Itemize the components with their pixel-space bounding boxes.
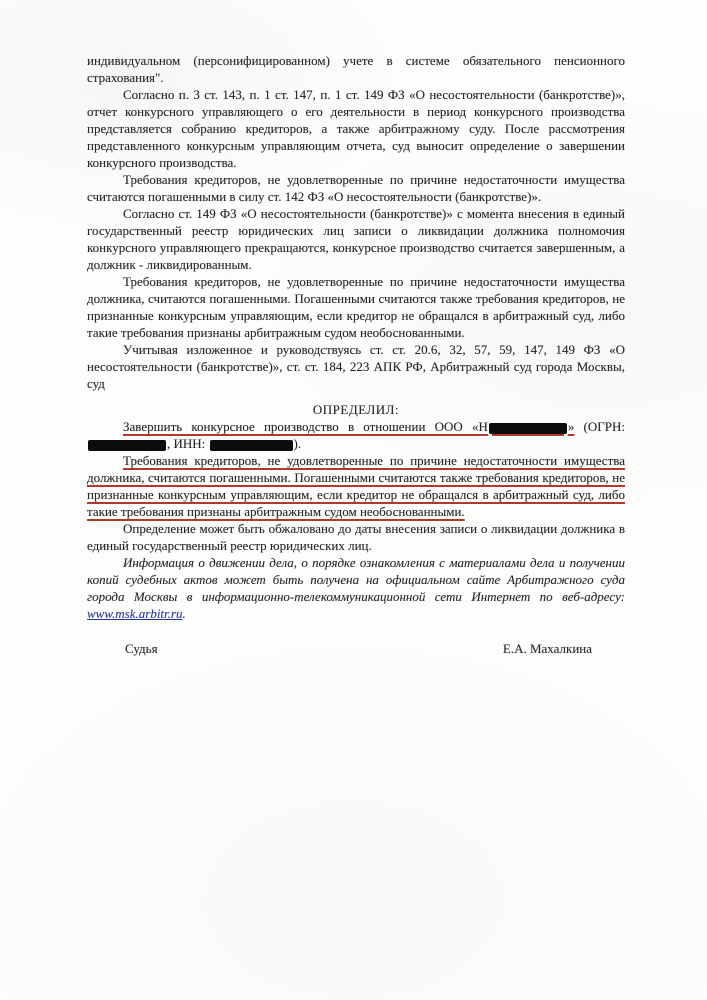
paragraph-claims-unsatisfied: Требования кредиторов, не удовлетворенные по причине недостаточности имущества должника, считаются погашенными. Погашенными считаются также требования кредиторов, не признанные конкурсным управляющим, если кредитор не обращался в арбитражный суд, либо такие требования признаны арбитражным судом необоснованными. bbox=[87, 274, 625, 340]
redaction-company-name bbox=[489, 423, 567, 434]
completion-closing: ). bbox=[293, 436, 302, 451]
paragraph-appeal: Определение может быть обжаловано до даты внесения записи о ликвидации должника в единый государственный реестр юридических лиц. bbox=[87, 521, 625, 553]
company-quote-close: » bbox=[567, 419, 575, 434]
paragraph-claims-extinguished: Требования кредиторов, не удовлетворенные по причине недостаточности имущества считаются погашенными в силу ст. 142 ФЗ «О несостоятельности (банкротстве)». bbox=[87, 172, 625, 204]
paragraph-considering: Учитывая изложенное и руководствуясь ст. ст. 20.6, 32, 57, 59, 147, 149 ФЗ «О несостоятельности (банкротстве)», ст. ст. 184, 223 АПК РФ, Арбитражный суд города Москвы, суд bbox=[87, 342, 625, 391]
ruling-completion-text: Завершить конкурсное производство в отношении ООО «Н bbox=[123, 419, 488, 434]
ruling-heading: ОПРЕДЕЛИЛ: bbox=[312, 402, 400, 417]
document-page bbox=[87, 52, 625, 657]
court-website-link[interactable]: www.msk.arbitr.ru bbox=[87, 606, 183, 621]
ruling-discharged-text: Требования кредиторов, не удовлетворенные по причине недостаточности имущества должника, считаются погашенными. Погашенными считаются также требования кредиторов, не признанные конкурсным управляющим, если кредитор не обращался в арбитражный суд, либо такие требования признаны арбитражным судом необоснованными. bbox=[87, 453, 625, 519]
ruling-discharged-paragraph bbox=[87, 452, 625, 520]
paragraph-liquidation-rule: Согласно ст. 149 ФЗ «О несостоятельности (банкротстве)» с момента внесения в единый государственный реестр юридических лиц записи о ликвидации должника полномочия конкурсного управляющего прекращаются, конкурсное производство считается завершенным, а должник - ликвидированным. bbox=[87, 206, 625, 272]
judge-label: Судья bbox=[125, 641, 158, 656]
paragraph-report-rule: Согласно п. 3 ст. 143, п. 1 ст. 147, п. 1 ст. 149 ФЗ «О несостоятельности (банкротстве)», отчет конкурсного управляющего о его деятельности в период конкурсного производства представляется собранию кредиторов, а также арбитражному суду. После рассмотрения представленного конкурсным управляющим отчета, суд выносит определение о завершении конкурсного производства. bbox=[87, 87, 625, 170]
inn-label: , ИНН: bbox=[167, 436, 209, 451]
paragraph-pension-continuation: индивидуальном (персонифицированном) учете в системе обязательного пенсионного страхования". bbox=[87, 53, 625, 85]
case-info-period: . bbox=[182, 606, 186, 621]
signature-row bbox=[87, 640, 625, 657]
case-info-text: Информация о движении дела, о порядке ознакомления с материалами дела и получении копий судебных актов может быть получена на официальном сайте Арбитражного суда города Москвы в информационно-телекоммуникационной сети Интернет по веб-адресу: bbox=[87, 555, 625, 604]
redaction-inn-value bbox=[210, 440, 293, 451]
ruling-completion-paragraph bbox=[87, 418, 625, 452]
paragraph-case-info bbox=[87, 554, 625, 622]
judge-name: Е.А. Махалкина bbox=[502, 641, 592, 656]
ogrn-label: (ОГРН: bbox=[574, 419, 625, 434]
redaction-ogrn-value bbox=[88, 440, 166, 451]
